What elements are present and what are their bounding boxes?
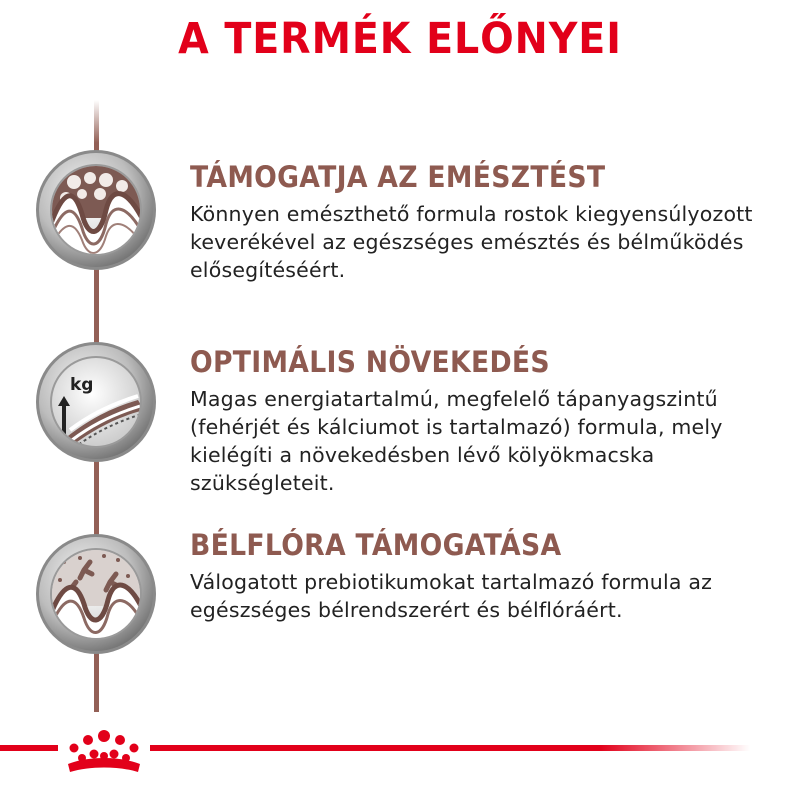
page-title: A TERMÉK ELŐNYEI [178, 14, 622, 64]
feature-digestion [190, 160, 790, 284]
feature-heading: OPTIMÁLIS NÖVEKEDÉS [190, 345, 550, 379]
feature-heading: TÁMOGATJA AZ EMÉSZTÉST [190, 160, 606, 194]
digestion-icon [34, 148, 158, 272]
feature-description: Magas energiatartalmú, megfelelő tápanyagszintű (fehérjét és kálciumot is tartalmazó) formula, mely kielégíti a növekedésben lévő kölyökmacska szükségleteit. [190, 387, 723, 495]
footer-line-right [150, 745, 750, 751]
footer-line-left [0, 745, 58, 751]
kg-label: kg [70, 375, 94, 395]
feature-gut-flora [190, 528, 790, 624]
feature-heading: BÉLFLÓRA TÁMOGATÁSA [190, 528, 562, 562]
feature-description: Könnyen emészthető formula rostok kiegyensúlyozott keverékével az egészséges emésztés és bélműködés elősegítéséért. [190, 202, 753, 282]
gut-flora-icon [34, 532, 158, 656]
feature-description: Válogatott prebiotikumokat tartalmazó formula az egészséges bélrendszerért és bélflóráért. [190, 570, 713, 622]
growth-icon [34, 340, 158, 464]
royal-canin-crown-logo [58, 722, 150, 782]
feature-growth [190, 345, 790, 497]
